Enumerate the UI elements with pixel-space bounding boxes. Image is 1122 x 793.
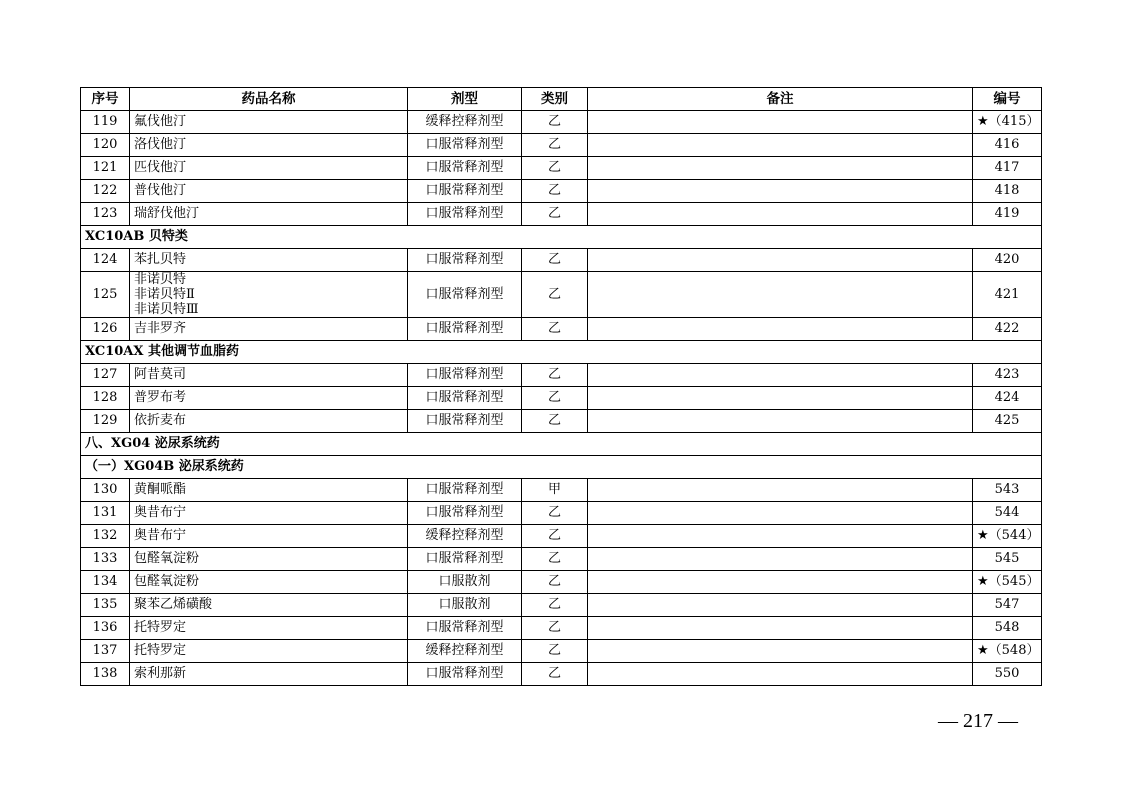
serial-cell: 131 — [81, 502, 130, 525]
section-label: XC10AB 贝特类 — [81, 226, 1042, 249]
drug-name-cell: 普伐他汀 — [130, 180, 408, 203]
serial-cell: 135 — [81, 594, 130, 617]
code-cell: 425 — [973, 410, 1042, 433]
category-cell: 乙 — [522, 157, 588, 180]
drug-name-cell: 奥昔布宁 — [130, 502, 408, 525]
code-cell: 421 — [973, 272, 1042, 318]
dosage-form-cell: 口服常释剂型 — [408, 203, 522, 226]
drug-name-line: 非诺贝特 — [134, 272, 187, 287]
drug-name-cell: 聚苯乙烯磺酸 — [130, 594, 408, 617]
code-cell: 544 — [973, 502, 1042, 525]
header-category: 类别 — [522, 88, 588, 111]
code-cell: 543 — [973, 479, 1042, 502]
dosage-form-cell: 口服常释剂型 — [408, 180, 522, 203]
drug-name-line: 非诺贝特Ⅱ — [134, 287, 195, 302]
table-row — [81, 548, 1042, 571]
table-row — [81, 479, 1042, 502]
dosage-form-cell: 口服常释剂型 — [408, 548, 522, 571]
page-number: — 217 — — [938, 710, 1018, 732]
code-cell: 418 — [973, 180, 1042, 203]
section-header-row — [81, 433, 1042, 456]
table-row — [81, 594, 1042, 617]
dosage-form-cell: 口服常释剂型 — [408, 272, 522, 318]
dosage-form-cell: 口服常释剂型 — [408, 410, 522, 433]
dosage-form-cell: 口服常释剂型 — [408, 364, 522, 387]
table-row — [81, 525, 1042, 548]
remarks-cell — [588, 594, 973, 617]
code-cell: ★（544） — [973, 525, 1042, 548]
drug-name-cell: 阿昔莫司 — [130, 364, 408, 387]
category-cell: 乙 — [522, 617, 588, 640]
remarks-cell — [588, 502, 973, 525]
category-cell: 乙 — [522, 410, 588, 433]
table-row — [81, 318, 1042, 341]
dosage-form-cell: 口服常释剂型 — [408, 502, 522, 525]
header-code: 编号 — [973, 88, 1042, 111]
serial-cell: 130 — [81, 479, 130, 502]
category-cell: 乙 — [522, 111, 588, 134]
code-cell: 422 — [973, 318, 1042, 341]
dosage-form-cell: 口服常释剂型 — [408, 387, 522, 410]
drug-name-cell: 普罗布考 — [130, 387, 408, 410]
code-cell: 419 — [973, 203, 1042, 226]
category-cell: 乙 — [522, 249, 588, 272]
serial-cell: 125 — [81, 272, 130, 318]
table-row — [81, 663, 1042, 686]
remarks-cell — [588, 364, 973, 387]
serial-cell: 123 — [81, 203, 130, 226]
category-cell: 乙 — [522, 272, 588, 318]
serial-cell: 134 — [81, 571, 130, 594]
serial-cell: 137 — [81, 640, 130, 663]
serial-cell: 121 — [81, 157, 130, 180]
code-cell: 547 — [973, 594, 1042, 617]
remarks-cell — [588, 571, 973, 594]
drug-name-line: 非诺贝特Ⅲ — [134, 302, 199, 317]
code-cell: 423 — [973, 364, 1042, 387]
remarks-cell — [588, 249, 973, 272]
drug-name-cell: 苯扎贝特 — [130, 249, 408, 272]
dosage-form-cell: 缓释控释剂型 — [408, 640, 522, 663]
drug-list-table — [80, 87, 1042, 686]
code-cell: 548 — [973, 617, 1042, 640]
drug-name-cell: 索利那新 — [130, 663, 408, 686]
table-row — [81, 502, 1042, 525]
remarks-cell — [588, 203, 973, 226]
table-row — [81, 272, 1042, 318]
code-cell: ★（548） — [973, 640, 1042, 663]
remarks-cell — [588, 272, 973, 318]
code-cell: 420 — [973, 249, 1042, 272]
table-row — [81, 180, 1042, 203]
table-header-row — [81, 88, 1042, 111]
category-cell: 乙 — [522, 364, 588, 387]
remarks-cell — [588, 548, 973, 571]
category-cell: 乙 — [522, 571, 588, 594]
category-cell: 乙 — [522, 134, 588, 157]
serial-cell: 127 — [81, 364, 130, 387]
drug-name-cell — [130, 272, 408, 318]
table-body — [81, 111, 1042, 686]
category-cell: 乙 — [522, 318, 588, 341]
remarks-cell — [588, 318, 973, 341]
category-cell: 乙 — [522, 525, 588, 548]
serial-cell: 122 — [81, 180, 130, 203]
drug-name-cell: 匹伐他汀 — [130, 157, 408, 180]
remarks-cell — [588, 111, 973, 134]
drug-name-cell: 黄酮哌酯 — [130, 479, 408, 502]
dosage-form-cell: 口服常释剂型 — [408, 663, 522, 686]
table-row — [81, 134, 1042, 157]
category-cell: 乙 — [522, 548, 588, 571]
dosage-form-cell: 口服常释剂型 — [408, 157, 522, 180]
dosage-form-cell: 缓释控释剂型 — [408, 525, 522, 548]
category-cell: 乙 — [522, 502, 588, 525]
remarks-cell — [588, 134, 973, 157]
header-drug-name: 药品名称 — [130, 88, 408, 111]
code-cell: ★（415） — [973, 111, 1042, 134]
category-cell: 乙 — [522, 594, 588, 617]
remarks-cell — [588, 617, 973, 640]
serial-cell: 120 — [81, 134, 130, 157]
serial-cell: 138 — [81, 663, 130, 686]
section-label: 八、XG04 泌尿系统药 — [81, 433, 1042, 456]
table-row — [81, 571, 1042, 594]
remarks-cell — [588, 157, 973, 180]
dosage-form-cell: 口服散剂 — [408, 594, 522, 617]
serial-cell: 119 — [81, 111, 130, 134]
code-cell: 545 — [973, 548, 1042, 571]
drug-name-cell: 瑞舒伐他汀 — [130, 203, 408, 226]
remarks-cell — [588, 663, 973, 686]
drug-name-cell: 依折麦布 — [130, 410, 408, 433]
section-label: XC10AX 其他调节血脂药 — [81, 341, 1042, 364]
serial-cell: 133 — [81, 548, 130, 571]
header-remarks: 备注 — [588, 88, 973, 111]
code-cell: 416 — [973, 134, 1042, 157]
category-cell: 乙 — [522, 180, 588, 203]
drug-name-cell: 吉非罗齐 — [130, 318, 408, 341]
serial-cell: 124 — [81, 249, 130, 272]
drug-name-cell: 包醛氧淀粉 — [130, 571, 408, 594]
drug-name-cell: 奥昔布宁 — [130, 525, 408, 548]
section-header-row — [81, 341, 1042, 364]
remarks-cell — [588, 640, 973, 663]
table-row — [81, 617, 1042, 640]
serial-cell: 126 — [81, 318, 130, 341]
dosage-form-cell: 口服常释剂型 — [408, 617, 522, 640]
code-cell: ★（545） — [973, 571, 1042, 594]
category-cell: 乙 — [522, 663, 588, 686]
header-dosage-form: 剂型 — [408, 88, 522, 111]
code-cell: 424 — [973, 387, 1042, 410]
table-row — [81, 640, 1042, 663]
drug-name-cell: 洛伐他汀 — [130, 134, 408, 157]
serial-cell: 129 — [81, 410, 130, 433]
category-cell: 乙 — [522, 203, 588, 226]
dosage-form-cell: 口服散剂 — [408, 571, 522, 594]
table-row — [81, 157, 1042, 180]
serial-cell: 128 — [81, 387, 130, 410]
remarks-cell — [588, 410, 973, 433]
table-row — [81, 364, 1042, 387]
section-header-row — [81, 226, 1042, 249]
section-label: （一）XG04B 泌尿系统药 — [81, 456, 1042, 479]
serial-cell: 136 — [81, 617, 130, 640]
remarks-cell — [588, 180, 973, 203]
drug-name-cell: 托特罗定 — [130, 640, 408, 663]
dosage-form-cell: 口服常释剂型 — [408, 134, 522, 157]
category-cell: 乙 — [522, 387, 588, 410]
dosage-form-cell: 缓释控释剂型 — [408, 111, 522, 134]
remarks-cell — [588, 479, 973, 502]
dosage-form-cell: 口服常释剂型 — [408, 249, 522, 272]
table-row — [81, 387, 1042, 410]
drug-name-cell: 托特罗定 — [130, 617, 408, 640]
table-row — [81, 111, 1042, 134]
table-row — [81, 410, 1042, 433]
header-serial: 序号 — [81, 88, 130, 111]
section-header-row — [81, 456, 1042, 479]
category-cell: 甲 — [522, 479, 588, 502]
table-row — [81, 203, 1042, 226]
serial-cell: 132 — [81, 525, 130, 548]
remarks-cell — [588, 525, 973, 548]
code-cell: 417 — [973, 157, 1042, 180]
dosage-form-cell: 口服常释剂型 — [408, 479, 522, 502]
drug-name-cell: 氟伐他汀 — [130, 111, 408, 134]
remarks-cell — [588, 387, 973, 410]
code-cell: 550 — [973, 663, 1042, 686]
drug-name-cell: 包醛氧淀粉 — [130, 548, 408, 571]
category-cell: 乙 — [522, 640, 588, 663]
dosage-form-cell: 口服常释剂型 — [408, 318, 522, 341]
table-row — [81, 249, 1042, 272]
